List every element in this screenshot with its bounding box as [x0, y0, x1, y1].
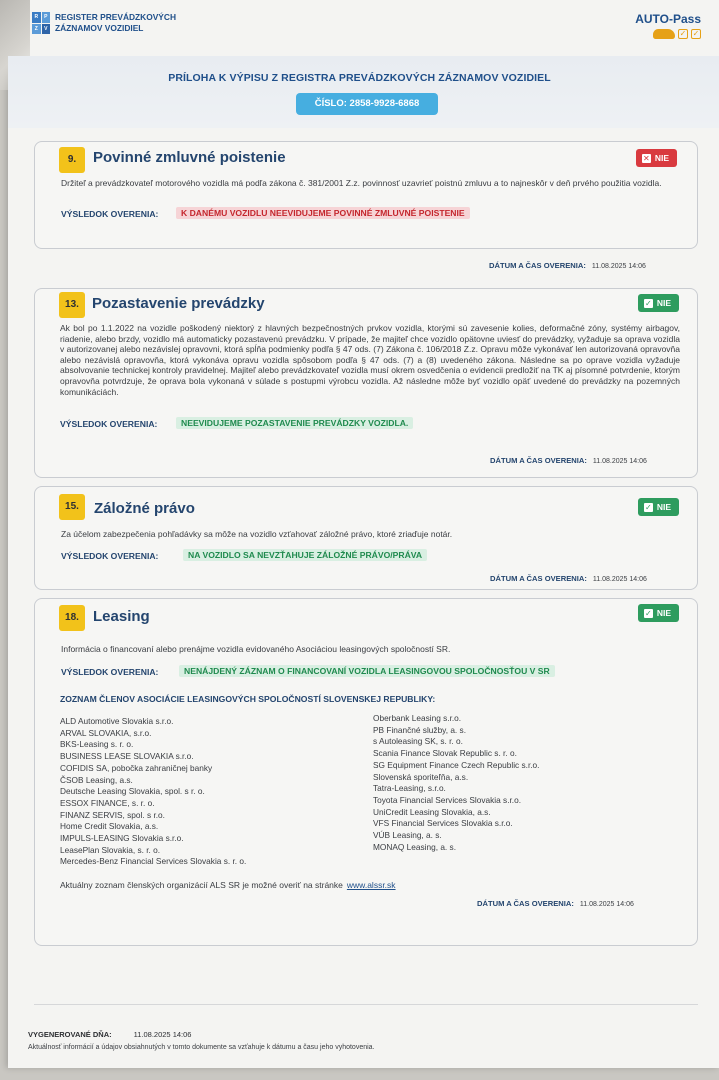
title-band [8, 56, 719, 128]
members-note: Aktuálny zoznam členských organizácií ALS SR je možné overiť na stránke www.alssr.sk [60, 880, 396, 890]
check-icon: ✓ [644, 298, 652, 308]
list-item: s Autoleasing SK, s. r. o. [373, 736, 463, 747]
checkbox-icon: ✓ [692, 29, 700, 38]
members-list-right [373, 713, 539, 853]
list-item: FINANZ SERVIS, spol. s r.o. [60, 809, 165, 820]
list-item: Slovenská sporiteľňa, a.s. [373, 771, 469, 782]
section-title: Pozastavenie prevádzky [92, 295, 265, 312]
members-heading: ZOZNAM ČLENOV ASOCIÁCIE LEASINGOVÝCH SPOLOČNOSTÍ SLOVENSKEJ REPUBLIKY: [60, 694, 436, 704]
section-card-suspension [34, 288, 698, 478]
list-item: PB Finančné služby, a. s. [373, 724, 466, 735]
checkbox-icon: ✓ [679, 29, 687, 38]
result-label: VÝSLEDOK OVERENIA: [61, 551, 159, 561]
list-item: Oberbank Leasing s.r.o. [373, 713, 462, 723]
result-value: K DANÉMU VOZIDLU NEEVIDUJEME POVINNÉ ZMLUVNÉ POISTENIE [176, 207, 470, 219]
registry-logo-icon: R P Z V [32, 12, 50, 34]
result-value: NEEVIDUJEME POZASTAVENIE PREVÁDZKY VOZIDLA. [176, 417, 413, 429]
verification-datetime: DÁTUM A ČAS OVERENIA: 11.08.2025 14:06 [477, 899, 634, 908]
list-item: ČSOB Leasing, a.s. [60, 774, 133, 785]
section-number: 18. [59, 605, 85, 631]
status-badge: ✓ NIE [638, 294, 679, 312]
divider [34, 1004, 698, 1005]
section-card-insurance [34, 141, 698, 249]
verification-datetime: DÁTUM A ČAS OVERENIA: 11.08.2025 14:06 [489, 261, 646, 270]
result-label: VÝSLEDOK OVERENIA: [60, 419, 158, 429]
list-item: Scania Finance Slovak Republic s. r. o. [373, 748, 517, 759]
verification-datetime: DÁTUM A ČAS OVERENIA: 11.08.2025 14:06 [490, 574, 647, 583]
alssr-link[interactable]: www.alssr.sk [346, 880, 396, 890]
status-badge: ✓ NIE [638, 604, 679, 622]
list-item: VÚB Leasing, a. s. [373, 830, 442, 841]
section-title: Záložné právo [94, 500, 195, 517]
list-item: VFS Financial Services Slovakia s.r.o. [373, 818, 513, 829]
result-value: NA VOZIDLO SA NEVZŤAHUJE ZÁLOŽNÉ PRÁVO/PRÁVA [183, 549, 427, 561]
page-title: PRÍLOHA K VÝPISU Z REGISTRA PREVÁDZKOVÝCH ZÁZNAMOV VOZIDIEL [168, 72, 551, 84]
section-description: Za účelom zabezpečenia pohľadávky sa môže na vozidlo vzťahovať záložné právo, ktoré zriaďuje notár. [61, 529, 453, 539]
list-item: BUSINESS LEASE SLOVAKIA s.r.o. [60, 751, 194, 762]
list-item: Mercedes-Benz Financial Services Slovakia s. r. o. [60, 856, 247, 867]
list-item: COFIDIS SA, pobočka zahraničnej banky [60, 762, 213, 773]
autopass-logo [635, 12, 701, 39]
list-item: ESSOX FINANCE, s. r. o. [60, 797, 155, 808]
list-item: Home Credit Slovakia, a.s. [60, 821, 159, 832]
cross-icon: ✕ [642, 153, 650, 163]
section-description: Ak bol po 1.1.2022 na vozidle poškodený niektorý z hlavných bezpečnostných prvkov vozidla, ktorými sú zavesenie kolies, deformačné zóny, systémy airbagov, riadenie, alebo brzdy, vozidlo má automaticky pozastavenú prevádzku. V prípade, že majiteľ chce vozidlo opätovne uviesť do prevádzky, vyžaduje sa oprava vozidla v autorizovanej alebo nezávislej opravovni, ktorá spĺňa podmienky podľa § 47 ods. (7) Zákona č. 106/2018 Z.z. Opravu môže vykonávať len autorizovaná opravovňa alebo nezávislá opravovňa, ktorá vykonáva opravu vozidla spôsobom podľa § 47 ods. (7) a (8) uvedeného zákona. Následne sa po oprave vozidla vyžaduje absolvovanie technickej kontroly pravidelnej. Majiteľ alebo prevádzkovateľ vozidla musí okrem osvedčenia o evidencii predložiť na TK aj písomné potvrdenie, ktorým opravovňa potvrdzuje, že oprava bola vykonaná v súlade s postupmi výrobcu vozidla. Až následne môže byť vozidlo opäť uvedené do prevádzky na pozemných komunikáciách. [60, 323, 680, 397]
autopass-brand: AUTO-Pass [635, 12, 701, 26]
generated-date: VYGENEROVANÉ DŇA: 11.08.2025 14:06 [28, 1030, 192, 1039]
list-item: LeasePlan Slovakia, s. r. o. [60, 844, 161, 855]
list-item: ARVAL SLOVAKIA, s.r.o. [60, 727, 152, 738]
list-item: Tatra-Leasing, s.r.o. [373, 783, 446, 794]
section-number: 15. [59, 494, 85, 520]
result-value: NENÁJDENÝ ZÁZNAM O FINANCOVANÍ VOZIDLA LEASINGOVOU SPOLOČNOSŤOU V SR [179, 665, 555, 677]
status-badge: ✓ NIE [638, 498, 679, 516]
list-item: BKS-Leasing s. r. o. [60, 739, 134, 750]
section-title: Leasing [93, 608, 150, 625]
list-item: ALD Automotive Slovakia s.r.o. [60, 716, 174, 726]
disclaimer: Aktuálnosť informácií a údajov obsiahnutých v tomto dokumente sa vzťahuje k dátumu a času jeho vyhotovenia. [28, 1044, 375, 1051]
car-icon [653, 29, 675, 39]
list-item: MONAQ Leasing, a. s. [373, 841, 457, 852]
section-number: 13. [59, 292, 85, 318]
members-list-left [60, 716, 246, 868]
list-item: SG Equipment Finance Czech Republic s.r.o. [373, 759, 540, 770]
list-item: Toyota Financial Services Slovakia s.r.o. [373, 794, 522, 805]
registry-logo [32, 12, 176, 34]
registry-name: REGISTER PREVÁDZKOVÝCH ZÁZNAMOV VOZIDIEL [55, 12, 176, 33]
list-item: IMPULS-LEASING Slovakia s.r.o. [60, 833, 184, 844]
section-description: Držiteľ a prevádzkovateľ motorového vozidla má podľa zákona č. 381/2001 Z.z. povinnosť uzavrieť poistnú zmluvu a to najneskôr v deň prvého použitia vozidla. [61, 178, 662, 188]
section-number: 9. [59, 147, 85, 173]
document-number: ČÍSLO: 2858-9928-6868 [296, 93, 438, 115]
check-icon: ✓ [644, 608, 652, 618]
verification-datetime: DÁTUM A ČAS OVERENIA: 11.08.2025 14:06 [490, 456, 647, 465]
check-icon: ✓ [644, 502, 652, 512]
result-label: VÝSLEDOK OVERENIA: [61, 667, 159, 677]
section-title: Povinné zmluvné poistenie [93, 149, 286, 166]
result-label: VÝSLEDOK OVERENIA: [61, 209, 159, 219]
list-item: UniCredit Leasing Slovakia, a.s. [373, 806, 491, 817]
list-item: Deutsche Leasing Slovakia, spol. s r. o. [60, 786, 205, 797]
section-description: Informácia o financovaní alebo prenájme vozidla evidovaného Asociáciou leasingových spoločností SR. [61, 644, 451, 654]
status-badge: ✕ NIE [636, 149, 677, 167]
